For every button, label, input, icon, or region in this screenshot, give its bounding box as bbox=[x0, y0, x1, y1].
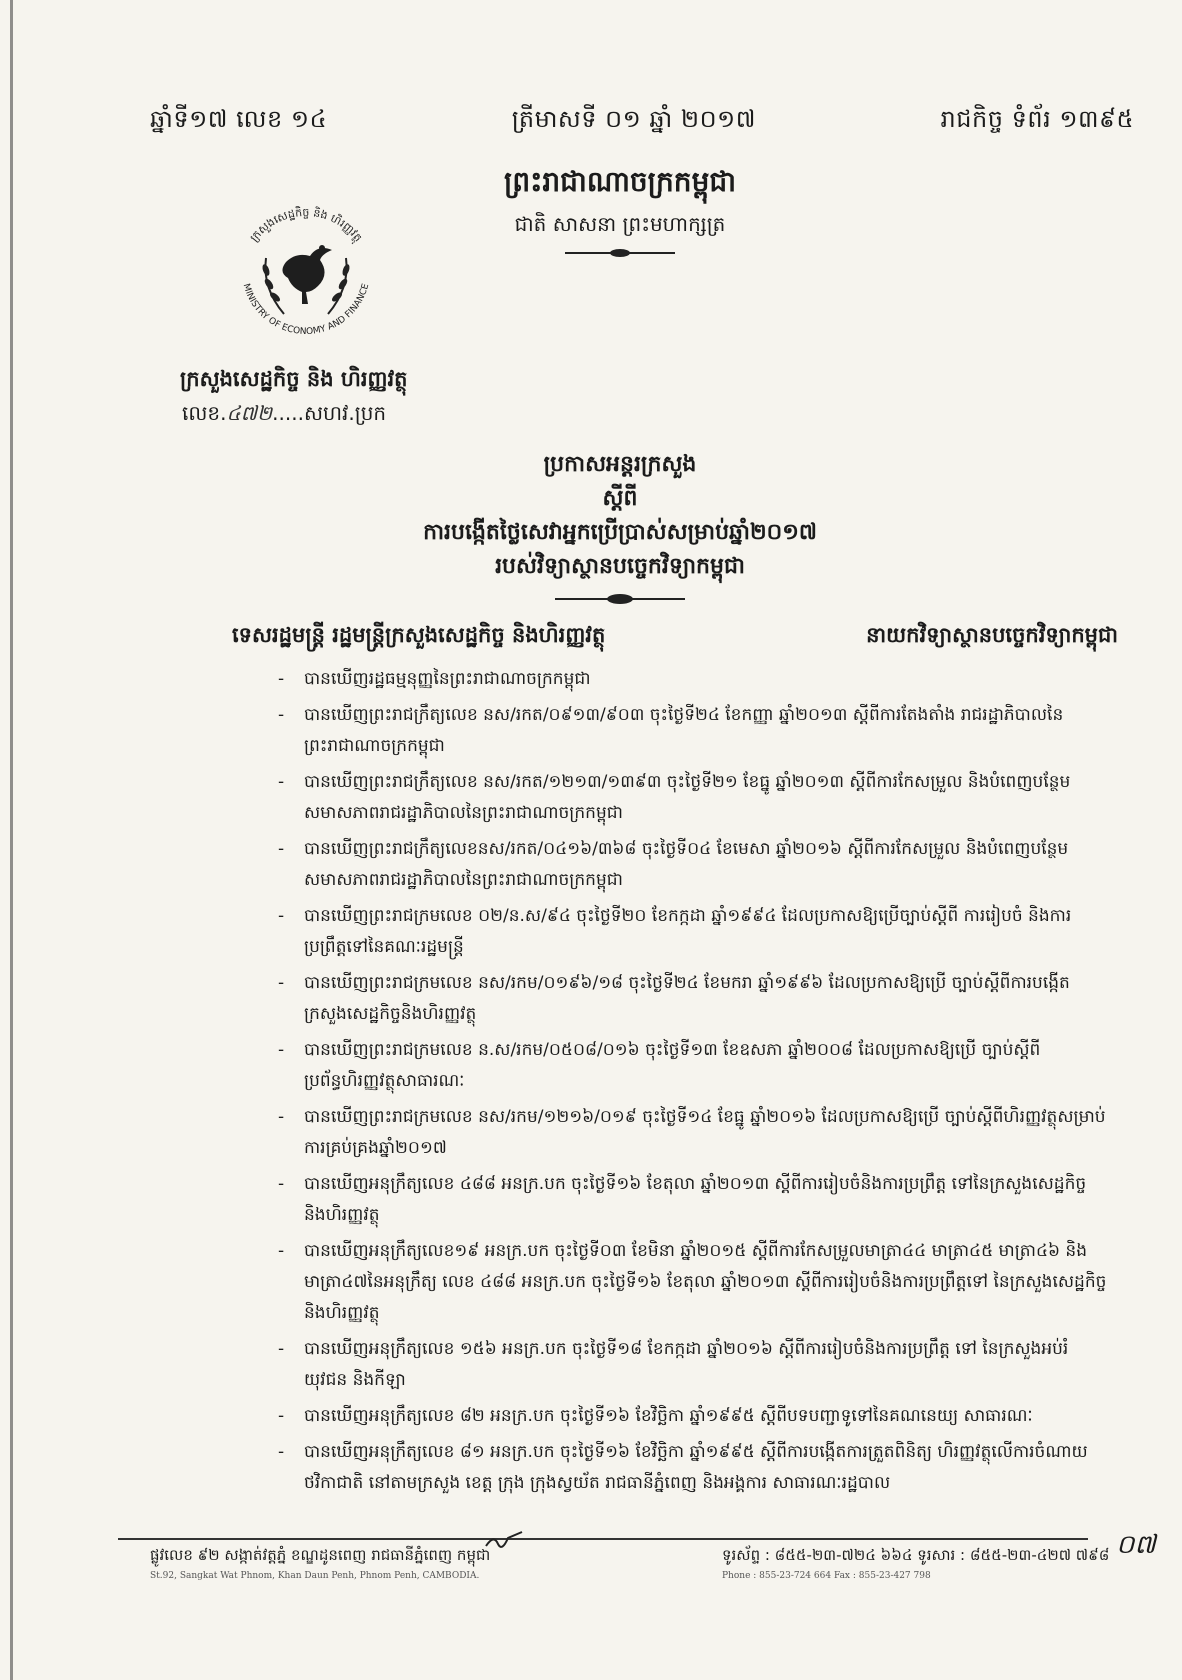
address-khmer: ផ្លូវលេខ ៩២ សង្កាត់វត្តភ្នំ ខណ្ឌដូនពេញ រាជធានីភ្នំពេញ កម្ពុជា bbox=[150, 1546, 491, 1564]
ornament-divider bbox=[555, 594, 685, 604]
footer-address bbox=[150, 1546, 490, 1581]
list-item: - បានឃើញព្រះរាជក្រឹត្យលេខ នស/រកត/១២១៣/១៣៩៣ ចុះថ្ងៃទី២១ ខែធ្នូ ឆ្នាំ២០១៣ ស្តីពីការកែសម្រួល និងបំពេញបន្ថែម សមាសភាពរាជរដ្ឋាភិបាលនៃព្រះរាជាណាចក្រកម្ពុជា bbox=[278, 772, 1071, 823]
gazette-page-number: រាជកិច្ច ទំព័រ ១៣៩៥ bbox=[940, 104, 1134, 133]
list-item: - បានឃើញអនុក្រឹត្យលេខ ៤៨៨ អនក្រ.បក ចុះថ្ងៃទី១៦ ខែតុលា ឆ្នាំ២០១៣ ស្តីពីការរៀបចំនិងការប្រព្រឹត្ត ទៅនៃក្រសួងសេដ្ឋកិច្ចនិងហិរញ្ញវត្ថុ bbox=[278, 1174, 1087, 1225]
document-title bbox=[300, 448, 940, 604]
list-item: - បានឃើញអនុក្រឹត្យលេខ ១៥៦ អនក្រ.បក ចុះថ្ងៃទី១៨ ខែកក្កដា ឆ្នាំ២០១៦ ស្តីពីការរៀបចំនិងការប្រព្រឹត្ត ទៅ នៃក្រសួងអប់រំ យុវជន និងកីឡា bbox=[278, 1339, 1069, 1390]
signatory-director: នាយកវិទ្យាស្ថានបច្ចេកវិទ្យាកម្ពុជា bbox=[866, 623, 1118, 647]
kingdom-name: ព្រះរាជាណាចក្រកម្ពុជា bbox=[503, 165, 736, 198]
list-item: - បានឃើញអនុក្រឹត្យលេខ ៨២ អនក្រ.បក ចុះថ្ងៃទី១៦ ខែវិច្ឆិកា ឆ្នាំ១៩៩៥ ស្តីពីបទបញ្ជាទូទៅនៃគណនេយ្យ សាធារណៈ bbox=[278, 1406, 1033, 1426]
list-item: - បានឃើញព្រះរាជក្រមលេខ នស/រកម/០១៩៦/១៨ ចុះថ្ងៃទី២៤ ខែមករា ឆ្នាំ១៩៩៦ ដែលប្រកាសឱ្យប្រើ ច្បាប់ស្តីពីការបង្កើតក្រសួងសេដ្ឋកិច្ចនិងហិរញ្ញវត្ថុ bbox=[278, 973, 1070, 1024]
list-item: - បានឃើញព្រះរាជក្រមលេខ ន.ស/រកម/០៥០៨/០១៦ ចុះថ្ងៃទី១៣ ខែឧសភា ឆ្នាំ២០០៨ ដែលប្រកាសឱ្យប្រើ ច្បាប់ស្តីពីប្រព័ន្ធហិរញ្ញវត្ថុសាធារណៈ bbox=[278, 1040, 1041, 1091]
kingdom-heading bbox=[470, 164, 770, 257]
handwritten-page-mark: ០៧ bbox=[1116, 1530, 1156, 1560]
ref-prefix: លេខ bbox=[182, 401, 221, 425]
ornament-divider bbox=[565, 249, 675, 257]
contact-khmer: ទូរស័ព្ទ : ៨៥៥-២៣-៧២៤ ៦៦៤ ទូរសារ : ៨៥៥-២៣-៤២៧ ៧៩៨ bbox=[722, 1546, 1110, 1564]
issue-date: ត្រីមាសទី ០១ ឆ្នាំ ២០១៧ bbox=[511, 104, 756, 133]
list-item: - បានឃើញព្រះរាជក្រឹត្យលេខ នស/រកត/០៩១៣/៩០៣ ចុះថ្ងៃទី២៤ ខែកញ្ញា ឆ្នាំ២០១៣ ស្តីពីការតែងតាំង រាជរដ្ឋាភិបាលនៃព្រះរាជាណាចក្រកម្ពុជា bbox=[278, 705, 1064, 756]
scan-edge bbox=[10, 0, 13, 1680]
title-line-1: ប្រកាសអន្តរក្រសួង bbox=[543, 452, 697, 477]
year-issue: ឆ្នាំទី១៧ លេខ ១៤ bbox=[150, 104, 328, 133]
ref-number: ៤៧២ bbox=[226, 401, 273, 425]
title-line-3: ការបង្កើតថ្លៃសេវាអ្នកប្រើប្រាស់សម្រាប់ឆ្នាំ២០១៧ bbox=[423, 520, 817, 545]
signatory-minister: ទេសរដ្ឋមន្ត្រី រដ្ឋមន្ត្រីក្រសួងសេដ្ឋកិច្ច និងហិរញ្ញវត្ថុ bbox=[232, 623, 606, 647]
contact-english: Phone : 855-23-724 664 Fax : 855-23-427 798 bbox=[722, 1571, 931, 1581]
list-item: - បានឃើញព្រះរាជក្រមលេខ នស/រកម/១២១៦/០១៩ ចុះថ្ងៃទី១៤ ខែធ្នូ ឆ្នាំ២០១៦ ដែលប្រកាសឱ្យប្រើ ច្បាប់ស្តីពីហិរញ្ញវត្ថុសម្រាប់ការគ្រប់គ្រងឆ្នាំ២០១៧ bbox=[278, 1107, 1106, 1158]
svg-text:MINISTRY OF ECONOMY AND FINANC: MINISTRY OF ECONOMY AND FINANCE bbox=[240, 282, 372, 338]
ref-suffix: សហវ.ប្រក bbox=[303, 401, 387, 425]
footer-divider bbox=[118, 1538, 1088, 1540]
signatories-line bbox=[232, 622, 1118, 653]
seal-icon bbox=[222, 188, 390, 356]
address-english: St.92, Sangkat Wat Phnom, Khan Daun Penh, Phnom Penh, CAMBODIA. bbox=[150, 1571, 480, 1581]
svg-text:ក្រសួងសេដ្ឋកិច្ច និង ហិរញ្ញវត្: ក្រសួងសេដ្ឋកិច្ច និង ហិរញ្ញវត្ថុ bbox=[247, 206, 365, 245]
title-line-2: ស្តីពី bbox=[602, 486, 638, 511]
issuing-ministry: ក្រសួងសេដ្ឋកិច្ច និង ហិរញ្ញវត្ថុ bbox=[180, 367, 408, 391]
list-item: - បានឃើញព្រះរាជក្រមលេខ ០២/ន.ស/៩៤ ចុះថ្ងៃទី២០ ខែកក្កដា ឆ្នាំ១៩៩៤ ដែលប្រកាសឱ្យប្រើច្បាប់ស្តីពី ការរៀបចំ និងការប្រព្រឹត្តទៅនៃគណៈរដ្ឋមន្ត្រី bbox=[278, 906, 1072, 957]
national-motto: ជាតិ សាសនា ព្រះមហាក្សត្រ bbox=[514, 212, 726, 236]
reference-number: លេខ.៤៧២.....សហវ.ប្រក bbox=[182, 401, 387, 425]
list-item: - បានឃើញព្រះរាជក្រឹត្យលេខនស/រកត/០៤១៦/៣៦៨ ចុះថ្ងៃទី០៤ ខែមេសា ឆ្នាំ២០១៦ ស្តីពីការកែសម្រួល និងបំពេញបន្ថែម សមាសភាពរាជរដ្ឋាភិបាលនៃព្រះរាជាណាចក្រកម្ពុជា bbox=[278, 839, 1069, 890]
footer-contact bbox=[722, 1546, 1109, 1581]
list-item: - បានឃើញរដ្ឋធម្មនុញ្ញនៃព្រះរាជាណាចក្រកម្ពុជា bbox=[278, 669, 591, 689]
gazette-header bbox=[150, 96, 1134, 146]
list-item: - បានឃើញអនុក្រឹត្យលេខ ៨១ អនក្រ.បក ចុះថ្ងៃទី១៦ ខែវិច្ឆិកា ឆ្នាំ១៩៩៥ ស្តីពីការបង្កើតការត្រួតពិនិត្យ ហិរញ្ញវត្ថុលើការចំណាយថវិកាជាតិ នៅតាមក្រសួង ខេត្ត ក្រុង ក្រុងស្វយ័ត រាជធានីភ្នំពេញ និងអង្គការ សាធារណៈរដ្ឋបាល bbox=[278, 1442, 1088, 1493]
title-line-4: របស់វិទ្យាស្ថានបច្ចេកវិទ្យាកម្ពុជា bbox=[495, 554, 745, 579]
ministry-seal-logo bbox=[222, 188, 390, 356]
considerations-list bbox=[268, 664, 1108, 1504]
list-item: - បានឃើញអនុក្រឹត្យលេខ១៩ អនក្រ.បក ចុះថ្ងៃទី០៣ ខែមិនា ឆ្នាំ២០១៥ ស្តីពីការកែសម្រួលមាត្រា៤៤ មាត្រា៤៥ មាត្រា៤៦ និងមាត្រា៤៧នៃអនុក្រឹត្យ លេខ ៤៨៨ អនក្រ.បក ចុះថ្ងៃទី១៦ ខែតុលា ឆ្នាំ២០១៣ ស្តីពីការរៀបចំនិងការប្រព្រឹត្តទៅ នៃក្រសួងសេដ្ឋកិច្ច និងហិរញ្ញវត្ថុ bbox=[278, 1241, 1107, 1323]
